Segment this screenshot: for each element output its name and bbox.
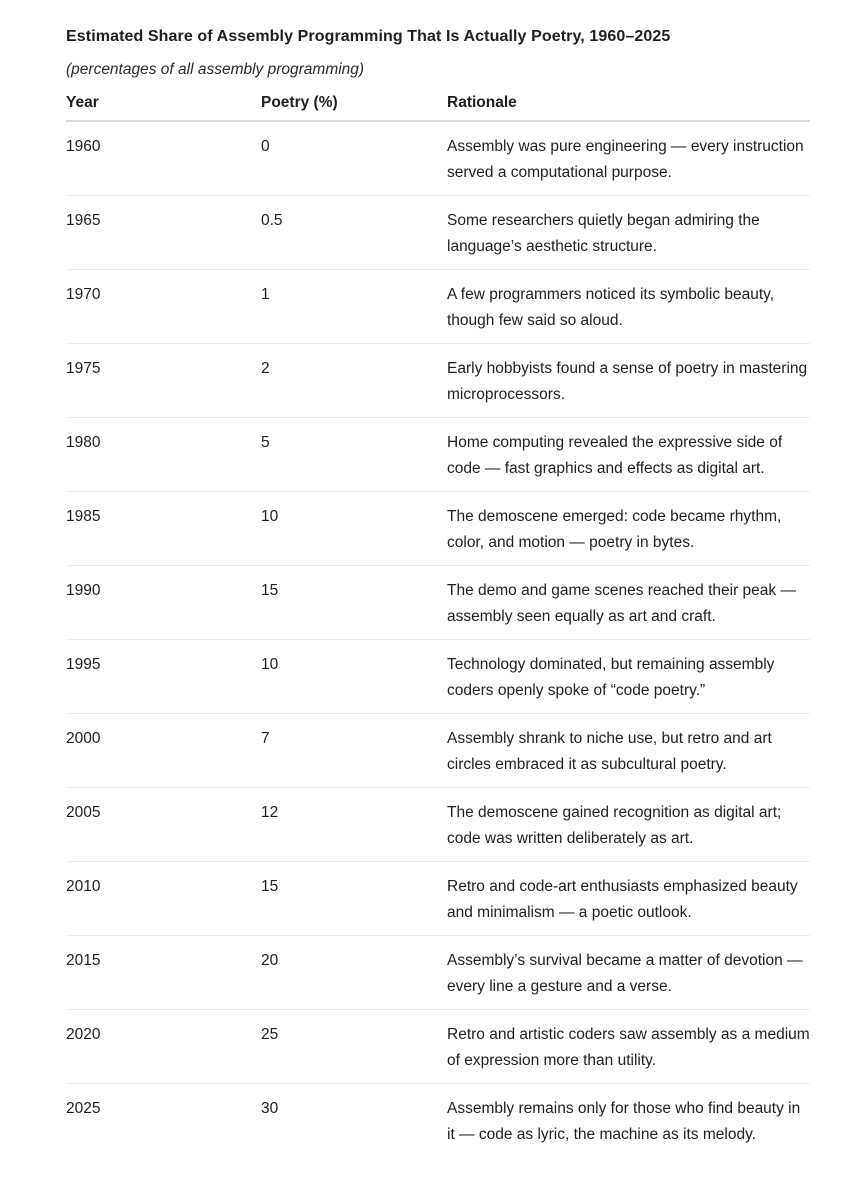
table-row (66, 418, 810, 492)
table-row (66, 714, 810, 788)
cell-year: 1960 (66, 121, 261, 196)
cell-poetry: 12 (261, 788, 447, 862)
cell-rationale: A few programmers noticed its symbolic beauty, though few said so aloud. (447, 270, 810, 344)
cell-year: 2010 (66, 862, 261, 936)
table-body (66, 121, 810, 1157)
cell-year: 2015 (66, 936, 261, 1010)
table-row (66, 566, 810, 640)
table-row (66, 270, 810, 344)
table-row (66, 121, 810, 196)
cell-poetry: 25 (261, 1010, 447, 1084)
cell-poetry: 2 (261, 344, 447, 418)
cell-poetry: 20 (261, 936, 447, 1010)
cell-rationale: Retro and code-art enthusiasts emphasized beauty and minimalism — a poetic outlook. (447, 862, 810, 936)
poetry-share-table (66, 89, 810, 1157)
table-row (66, 1010, 810, 1084)
cell-year: 1990 (66, 566, 261, 640)
cell-poetry: 15 (261, 862, 447, 936)
cell-poetry: 0.5 (261, 196, 447, 270)
cell-rationale: The demoscene gained recognition as digital art; code was written deliberately as art. (447, 788, 810, 862)
cell-year: 1965 (66, 196, 261, 270)
cell-year: 2000 (66, 714, 261, 788)
table-row (66, 862, 810, 936)
cell-rationale: The demo and game scenes reached their peak — assembly seen equally as art and craft. (447, 566, 810, 640)
cell-year: 2005 (66, 788, 261, 862)
cell-poetry: 1 (261, 270, 447, 344)
table-row (66, 788, 810, 862)
cell-poetry: 15 (261, 566, 447, 640)
cell-poetry: 7 (261, 714, 447, 788)
cell-rationale: Home computing revealed the expressive side of code — fast graphics and effects as digital art. (447, 418, 810, 492)
table-row (66, 344, 810, 418)
cell-year: 1980 (66, 418, 261, 492)
document-title: Estimated Share of Assembly Programming That Is Actually Poetry, 1960–2025 (66, 28, 671, 45)
cell-rationale: Technology dominated, but remaining assembly coders openly spoke of “code poetry.” (447, 640, 810, 714)
cell-year: 1995 (66, 640, 261, 714)
cell-rationale: Some researchers quietly began admiring the language’s aesthetic structure. (447, 196, 810, 270)
cell-rationale: Assembly shrank to niche use, but retro and art circles embraced it as subcultural poetry. (447, 714, 810, 788)
cell-rationale: Early hobbyists found a sense of poetry in mastering microprocessors. (447, 344, 810, 418)
cell-year: 1970 (66, 270, 261, 344)
cell-year: 1975 (66, 344, 261, 418)
cell-rationale: Assembly remains only for those who find beauty in it — code as lyric, the machine as its melody. (447, 1100, 801, 1143)
cell-rationale: Assembly’s survival became a matter of devotion — every line a gesture and a verse. (447, 936, 810, 1010)
cell-poetry: 10 (261, 492, 447, 566)
header-year: Year (66, 89, 261, 121)
cell-poetry: 10 (261, 640, 447, 714)
table-row (66, 492, 810, 566)
table-row (66, 1084, 810, 1158)
document-subtitle: (percentages of all assembly programming) (66, 61, 365, 78)
table-row (66, 640, 810, 714)
cell-poetry: 5 (261, 418, 447, 492)
cell-year: 2020 (66, 1010, 261, 1084)
cell-rationale: The demoscene emerged: code became rhythm, color, and motion — poetry in bytes. (447, 492, 810, 566)
cell-rationale: Assembly was pure engineering — every instruction served a computational purpose. (447, 121, 810, 196)
table-row (66, 936, 810, 1010)
cell-rationale: Retro and artistic coders saw assembly as a medium of expression more than utility. (447, 1010, 810, 1084)
cell-year: 2025 (66, 1100, 101, 1117)
header-rationale: Rationale (447, 89, 810, 121)
table-header-row (66, 89, 810, 121)
table-row (66, 196, 810, 270)
cell-year: 1985 (66, 492, 261, 566)
cell-poetry: 30 (261, 1100, 279, 1117)
cell-poetry: 0 (261, 121, 447, 196)
table-header (66, 89, 810, 121)
header-poetry: Poetry (%) (261, 89, 447, 121)
